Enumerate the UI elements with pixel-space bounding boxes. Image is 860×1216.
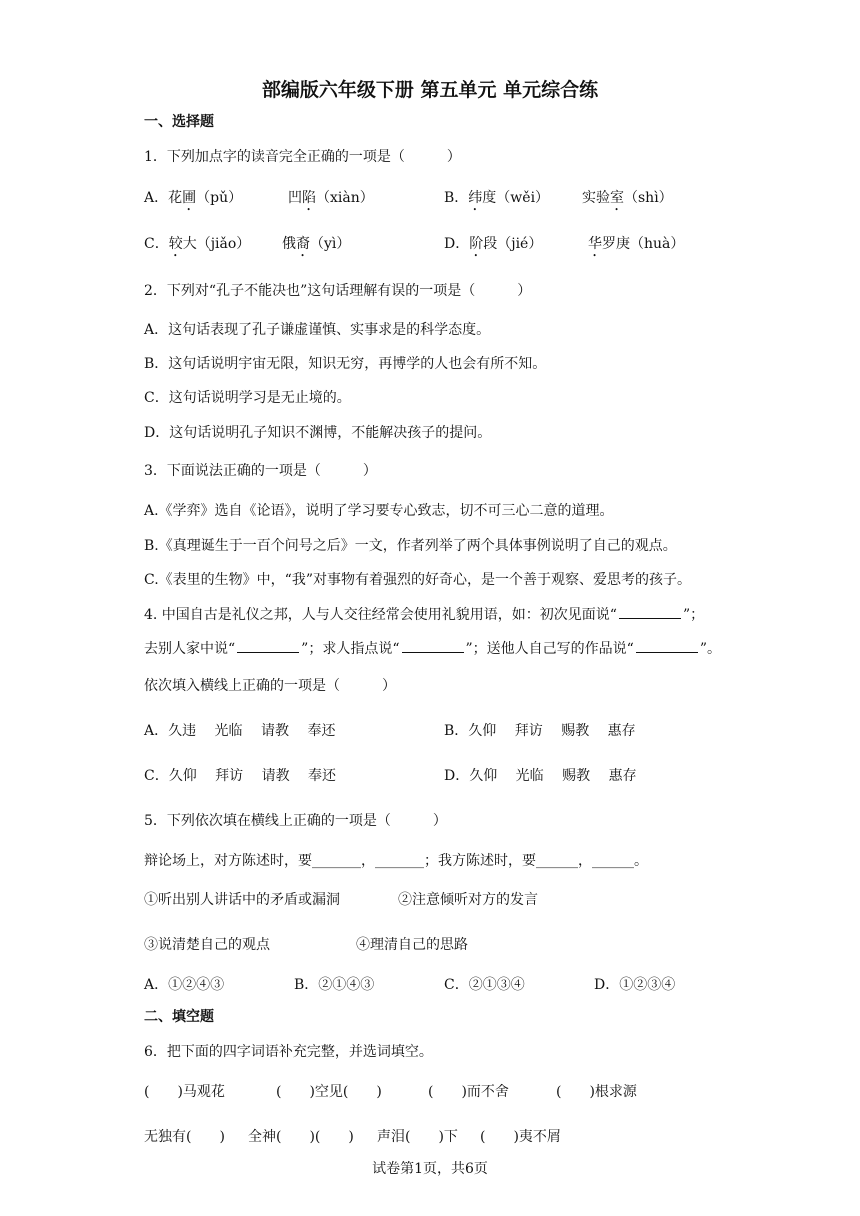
question-2-stem: 2．下列对“孔子不能决也”这句话理解有误的一项是（ ）	[144, 283, 532, 299]
q6-word-8: ( )夷不屑	[480, 1129, 561, 1145]
q1-a1-dotted-char: 圃	[182, 190, 197, 206]
q4-line2-d: ”。	[699, 641, 721, 657]
q1-d1-pre: D．	[444, 236, 470, 252]
q4-line2-a: 去别人家中说“	[144, 641, 236, 657]
q1-d2-dotted-char: 华	[588, 236, 602, 252]
q1-b1-pre: B．	[444, 190, 469, 206]
question-4-prompt: 依次填入横线上正确的一项是（ ）	[144, 678, 396, 694]
q1-option-b	[444, 189, 549, 214]
section-heading-choice: 一、选择题	[144, 114, 214, 130]
question-4-line1	[144, 604, 704, 624]
q1-b2-pre: 实验	[582, 190, 610, 206]
q1-c1-post: 大（jiǎo）	[182, 236, 251, 252]
q2-option-c: C．这句话说明学习是无止境的。	[144, 390, 351, 406]
q1-c2-pre: 俄	[282, 236, 296, 252]
question-6-stem: 6．把下面的四字词语补充完整，并选词填空。	[144, 1044, 433, 1060]
q1-c1-dotted-char: 较	[168, 236, 183, 252]
q5-text: 辩论场上，对方陈述时，要_______，_______；我方陈述时，要______，______。	[144, 853, 648, 869]
question-5-stem: 5．下列依次填在横线上正确的一项是（ ）	[144, 813, 447, 829]
q1-option-c-word2	[282, 235, 350, 260]
q1-c2-dotted-char: 裔	[296, 236, 310, 252]
q1-b1-post: 度（wěi）	[482, 190, 550, 206]
q1-option-b-word2	[582, 189, 673, 214]
answer-blank[interactable]	[402, 638, 464, 653]
q1-b1-dotted-char: 纬	[468, 190, 483, 206]
q6-word-4: ( )根求源	[556, 1084, 637, 1100]
q6-word-6: 全神( )( )	[248, 1129, 354, 1145]
q1-d1-post: 段（jié）	[483, 236, 543, 252]
q4-option-a: A．久违 光临 请教 奉还	[144, 723, 336, 739]
q5-choice-2: ②注意倾听对方的发言	[398, 892, 538, 908]
q1-d1-dotted-char: 阶	[469, 236, 484, 252]
q5-choice-3: ③说清楚自己的观点	[144, 937, 270, 953]
q6-word-3: ( )而不舍	[428, 1084, 509, 1100]
q1-d2-post: 罗庚（huà）	[602, 236, 685, 252]
q5-option-b: B．②①④③	[294, 977, 375, 993]
q6-word-7: 声泪( )下	[377, 1129, 458, 1145]
q6-word-1: ( )马观花	[144, 1084, 225, 1100]
q5-option-d: D．①②③④	[594, 977, 676, 993]
answer-blank[interactable]	[237, 638, 299, 653]
question-3-stem: 3．下面说法正确的一项是（ ）	[144, 463, 377, 479]
q4-line2-c: ”；送他人自己写的作品说“	[465, 641, 634, 657]
q1-a1-post: （pǔ）	[196, 190, 243, 206]
q2-option-a: A．这句话表现了孔子谦虚谨慎、实事求是的科学态度。	[144, 322, 491, 338]
q1-option-d-word2	[588, 235, 684, 260]
q5-option-c: C．②①③④	[444, 977, 525, 993]
q1-a2-dotted-char: 陷	[302, 190, 316, 206]
q1-option-d	[444, 235, 542, 260]
q6-word-5: 无独有( )	[144, 1129, 225, 1145]
q1-b2-dotted-char: 室	[610, 190, 624, 206]
q2-option-d: D．这句话说明孔子知识不渊博，不能解决孩子的提问。	[144, 425, 492, 441]
q1-c1-pre: C．	[144, 236, 169, 252]
q5-option-a: A．①②④③	[144, 977, 225, 993]
q2-option-b: B．这句话说明宇宙无限，知识无穷，再博学的人也会有所不知。	[144, 356, 547, 372]
q3-option-a: A.《学弈》选自《论语》，说明了学习要专心致志，切不可三心二意的道理。	[144, 503, 614, 519]
q3-option-b: B.《真理诞生于一百个问号之后》一文，作者列举了两个具体事例说明了自己的观点。	[144, 538, 677, 554]
q4-option-d: D．久仰 光临 赐教 惠存	[444, 768, 637, 784]
page-title: 部编版六年级下册 第五单元 单元综合练	[261, 79, 599, 101]
q1-b2-post: （shì）	[624, 190, 673, 206]
answer-blank[interactable]	[619, 604, 681, 619]
q1-a1-pre: A．花	[144, 190, 183, 206]
answer-blank[interactable]	[636, 638, 698, 653]
question-1-stem: 1．下列加点字的读音完全正确的一项是（ ）	[144, 149, 461, 165]
page-footer: 试卷第1页，共6页	[372, 1161, 488, 1177]
q1-option-a	[144, 189, 242, 214]
q4-option-c: C．久仰 拜访 请教 奉还	[144, 768, 337, 784]
q4-line1-text: 4. 中国自古是礼仪之邦，人与人交往经常会使用礼貌用语，如：初次见面说“	[144, 607, 617, 623]
q1-a2-post: （xiàn）	[316, 190, 374, 206]
q6-word-2: ( )空见( )	[276, 1084, 382, 1100]
q3-option-c: C.《表里的生物》中，“我”对事物有着强烈的好奇心，是一个善于观察、爱思考的孩子。	[144, 572, 691, 588]
q4-line1-end: ”；	[682, 607, 705, 623]
question-4-line2	[144, 638, 721, 658]
q1-a2-pre: 凹	[288, 190, 302, 206]
q1-option-a-word2	[288, 189, 374, 214]
section-heading-fill: 二、填空题	[144, 1009, 214, 1025]
q5-choice-1: ①听出别人讲话中的矛盾或漏洞	[144, 892, 340, 908]
q4-line2-b: ”；求人指点说“	[301, 641, 400, 657]
q4-option-b: B．久仰 拜访 赐教 惠存	[444, 723, 636, 739]
q1-option-c	[144, 235, 250, 260]
q5-choice-4: ④理清自己的思路	[356, 937, 468, 953]
q1-c2-post: （yì）	[310, 236, 351, 252]
